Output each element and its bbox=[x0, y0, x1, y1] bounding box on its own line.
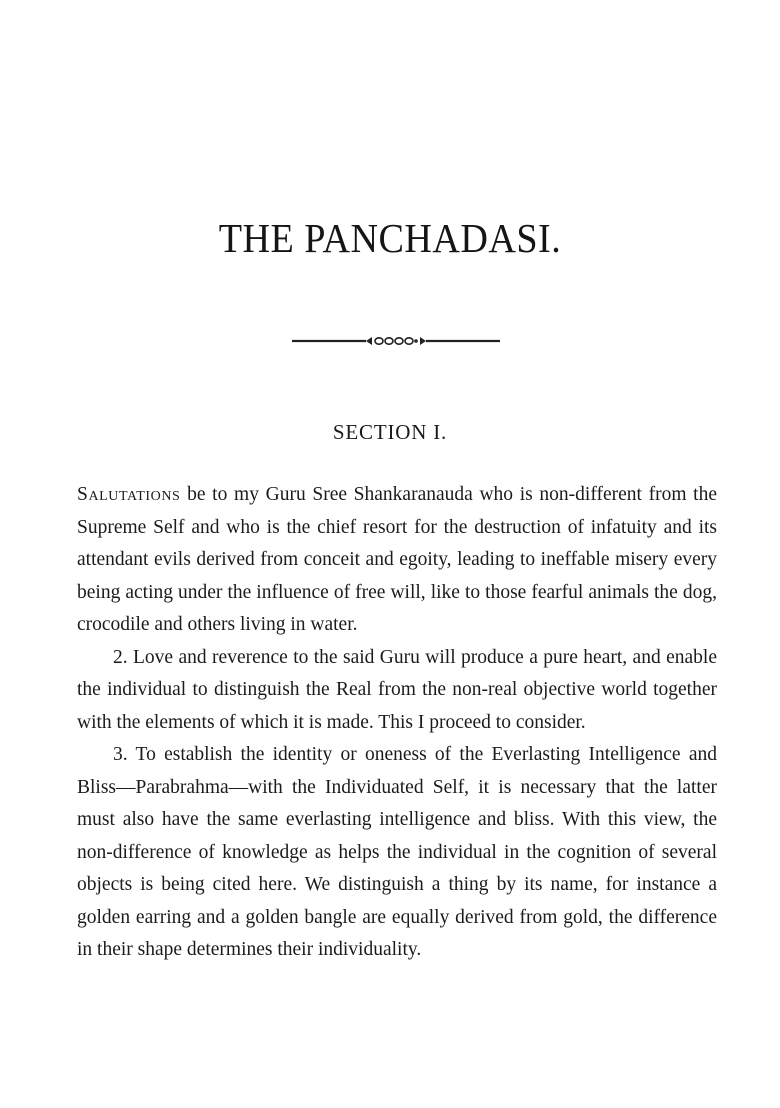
paragraph-1-text: be to my Guru Sree Shankaranauda who is non-different from the Supreme Self and who is the chief resort for the destruction of infatuity and its attendant evils derived from conceit and egoity, leading to ineffable misery every being acting under the influence of free will, like to those fearful animals the dog, crocodile and others living in water. bbox=[77, 484, 717, 635]
ornamental-rule-icon bbox=[292, 334, 500, 348]
paragraph-lead-word: Salutations bbox=[77, 484, 181, 505]
body-text bbox=[77, 479, 717, 967]
section-heading: SECTION I. bbox=[332, 420, 448, 444]
paragraph-1 bbox=[77, 479, 717, 642]
paragraph-3: 3. To establish the identity or oneness of the Everlasting Intelligence and Bliss—Parabrahma—with the Individuated Self, it is necessary that the latter must also have the same everlasting intelligence and bliss. With this view, the non-difference of knowledge as helps the individual in the cognition of several objects is being cited here. We distinguish a thing by its name, for instance a golden earring and a golden bangle are equally derived from gold, the difference in their shape determines their individuality. bbox=[77, 744, 717, 960]
paragraph-2: 2. Love and reverence to the said Guru will produce a pure heart, and enable the individual to distinguish the Real from the non-real objective world together with the elements of which it is made. This I proceed to consider. bbox=[77, 646, 717, 733]
page-title: THE PANCHADASI. bbox=[218, 215, 562, 261]
